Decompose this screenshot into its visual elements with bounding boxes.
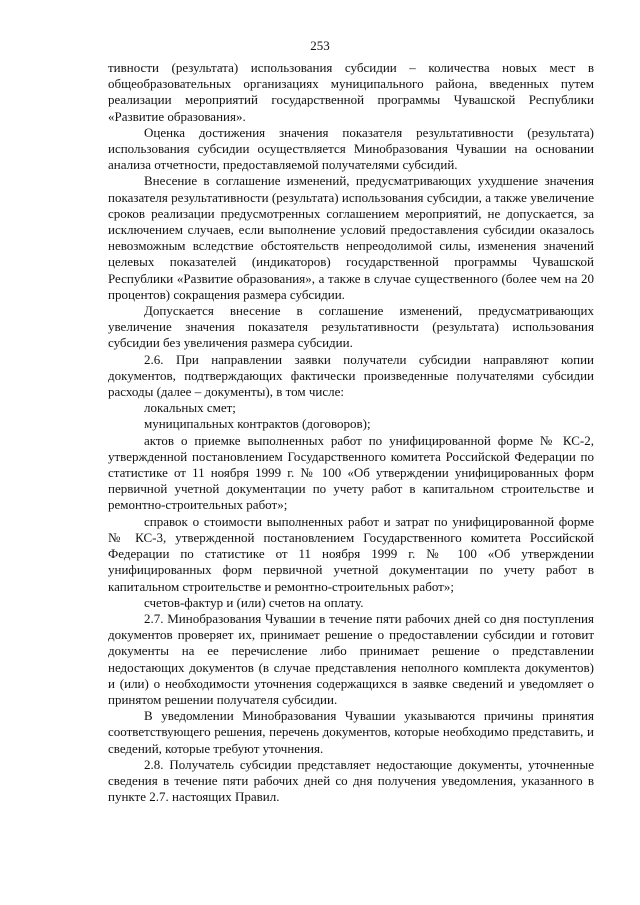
paragraph-section-2-6: 2.6. При направлении заявки получатели субсидии направляют копии документов, подтверждающих фактически произведенные получателями субсидии расходы (далее – документы), в том числе: bbox=[108, 351, 594, 400]
page-number: 253 bbox=[310, 38, 330, 53]
list-item-municipal-contracts: муниципальных контрактов (договоров); bbox=[144, 416, 371, 432]
paragraph-continuation: тивности (результата) использования субсидии – количества новых мест в общеобразовательных организациях муниципального района, введенных путем реализации мероприятий государственной программы Чувашской Республики «Развитие образования». bbox=[108, 60, 594, 124]
paragraph-section-2-8: 2.8. Получатель субсидии представляет недостающие документы, уточненные сведения в течение пяти рабочих дней со дня получения уведомления, указанного в пункте 2.7. настоящих Правил. bbox=[108, 756, 594, 805]
document-body bbox=[108, 60, 594, 805]
paragraph-evaluation: Оценка достижения значения показателя результативности (результата) использования субсидии осуществляется Минобразования Чувашии на основании анализа отчетности, предоставляемой получателями субсидий. bbox=[108, 124, 594, 173]
list-item-ks2-acts: актов о приемке выполненных работ по унифицированной форме № КС-2, утвержденной постановлением Государственного комитета Российской Федерации по статистике от 11 ноября 1999 г. № 100 «Об утверждении унифицированных форм первичной учетной документации по учету работ в капитальном строительстве и ремонтно-строительных работ»; bbox=[108, 432, 594, 513]
paragraph-notification: В уведомлении Минобразования Чувашии указываются причины принятия соответствующего решения, перечень документов, которые необходимо представить, и сведений, которые требуют уточнения. bbox=[108, 708, 594, 756]
list-item-ks3-certificates: справок о стоимости выполненных работ и затрат по унифицированной форме № КС-3, утвержденной постановлением Государственного комитета Российской Федерации по статистике от 11 ноября 1999 г. № 100 «Об утверждении унифицированных форм первичной учетной документации по учету работ в капитальном строительстве и ремонтно-строительных работ»; bbox=[108, 513, 594, 594]
paragraph-section-2-7: 2.7. Минобразования Чувашии в течение пяти рабочих дней со дня поступления документов проверяет их, принимает решение о предоставлении субсидии и готовит документы на ее перечисление либо принимает решение о представлении недостающих документов (в случае представления неполного комплекта документов) и (или) о необходимости уточнения содержащихся в заявке сведений и уведомляет о принятом решении получателя субсидии. bbox=[108, 610, 594, 707]
paragraph-amendments-restriction: Внесение в соглашение изменений, предусматривающих ухудшение значения показателя результативности (результата) использования субсидии, а также увеличение сроков реализации предусмотренных соглашением мероприятий, не допускается, за исключением случаев, если выполнение условий предоставления субсидии оказалось невозможным вследствие обстоятельств непреодолимой силы, изменения значений целевых показателей (индикаторов) государственной программы Чувашской Республики «Развитие образования», а также в случае существенного (более чем на 20 процентов) сокращения размера субсидии. bbox=[108, 173, 594, 302]
paragraph-amendments-allowed: Допускается внесение в соглашение изменений, предусматривающих увеличение значения показателя результативности (результата) использования субсидии без увеличения размера субсидии. bbox=[108, 303, 594, 351]
list-item-local-estimates: локальных смет; bbox=[144, 400, 236, 416]
list-item-invoices: счетов-фактур и (или) счетов на оплату. bbox=[144, 594, 364, 610]
